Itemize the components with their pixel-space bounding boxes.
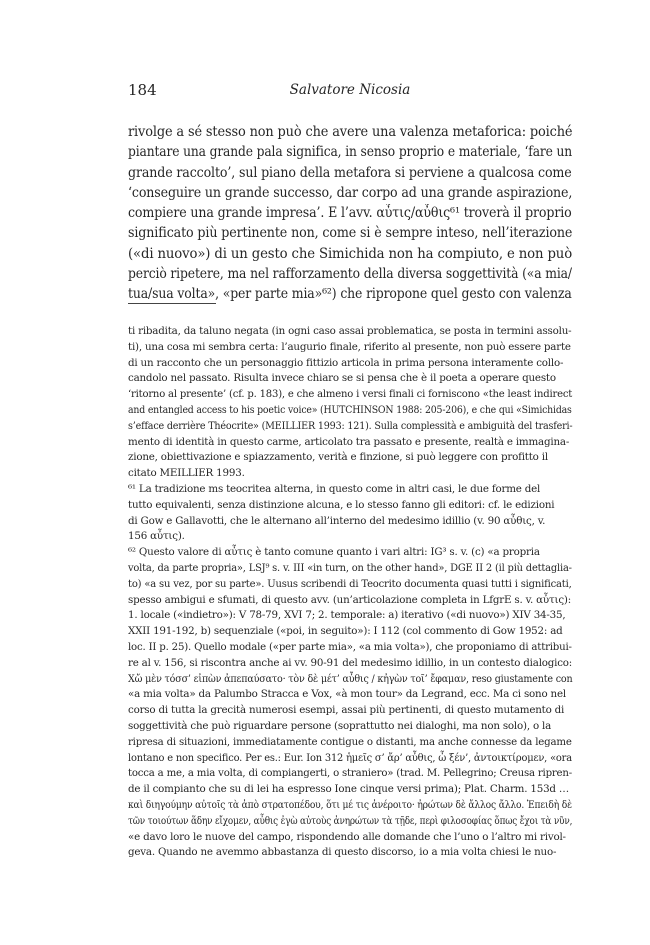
footnote-line: zione, obiettivazione e spiazzamento, verità e finzione, si può leggere con profitto il <box>128 451 548 464</box>
running-title: Salvatore Nicosia <box>289 82 411 98</box>
main-text <box>128 122 572 305</box>
footnote-line: spesso ambigui e sfumati, di questo avv. (un’articolazione completa in LfgrE s. v. αὖτις): <box>128 593 571 606</box>
footnote-line: lontano e non specifico. Per es.: Eur. Ion 312 ἡμεῖς σ’ ἄρ’ αὖθις, ὦ ξέν’, ἀντοικτίρομεν, «ora <box>128 751 572 764</box>
footnote-line: loc. II p. 25). Quello modale («per parte mia», «a mia volta»), che proponiamo di attribui- <box>128 640 572 653</box>
footnote-line: and entangled access to his poetic voice» (HUTCHINSON 1988: 205-206), e che qui «Simichidas <box>128 403 572 416</box>
footnote-line: ⁶² Questo valore di αὖτις è tanto comune quanto i vari altri: IG³ s. v. (c) «a propria <box>128 546 540 559</box>
footnote-line: 156 αὖτις). <box>128 530 185 543</box>
footnote-line: s’efface derrière Théocrite» (MEILLIER 1993: 121). Sulla complessità e ambiguità del trasferi- <box>128 419 573 432</box>
main-text-line: perciò ripetere, ma nel rafforzamento della diversa soggettività («a mia/ <box>128 266 572 283</box>
footnote-line: 1. locale («indietro»): V 78-79, XVI 7; 2. temporale: a) iterativo («di nuovo») XIV 34-35, <box>128 609 566 622</box>
footnote-line: candolo nel passato. Risulta invece chiaro se si pensa che è il poeta a operare questo <box>128 372 556 385</box>
footnote-line: de il compianto che su di lei ha espresso Ione cinque versi prima); Plat. Charm. 153d … <box>128 783 569 796</box>
footnote-line: geva. Quando ne avemmo abbastanza di questo discorso, io a mia volta chiesi le nuo- <box>128 846 557 859</box>
footnote-line: καὶ διηγούμην αὐτοῖς τὰ ἀπὸ στρατοπέδου, ὅτι μέ τις ἀνέροιτο· ἠρώτων δὲ ἄλλος ἄλλο. Ἐπειδὴ δὲ <box>128 798 572 811</box>
footnote-line: mento di identità in questo carme, articolato tra passato e presente, realtà e immagina- <box>128 435 570 448</box>
footnote-line: re al v. 156, si riscontra anche ai vv. 90-91 del medesimo idillio, in un contesto dialogico: <box>128 656 573 669</box>
footnote-line: to) «a su vez, por su parte». Uusus scribendi di Teocrito documenta quasi tutti i significati, <box>128 577 572 590</box>
footnote-line: Χὤ μὲν τόσσ’ εἰπὼν ἀπεπαύσατο· τὸν δὲ μέτ’ αὖθις / κἠγὼν τοῖ’ ἔφαμαν, reso giustamente con <box>128 672 573 685</box>
footnotes <box>128 324 572 861</box>
footnote-line: tutto equivalenti, senza distinzione alcuna, e lo stesso fanno gli editori: cf. le edizioni <box>128 498 555 511</box>
footnote-line: volta, da parte propria», LSJ⁹ s. v. III «in turn, on the other hand», DGE II 2 (il più dettaglia- <box>128 561 572 574</box>
footnote-line: ripresa di situazioni, immediatamente contigue o distanti, ma anche connesse da legame <box>128 735 572 748</box>
page-number: 184 <box>128 81 157 99</box>
footnote-line: «a mia volta» da Palumbo Stracca e Vox, «à mon tour» da Legrand, ecc. Ma ci sono nel <box>128 688 566 701</box>
footnote-line: «e davo loro le nuove del campo, rispondendo alle domande che l’uno o l’altro mi rivol- <box>128 830 566 843</box>
footnote-separator <box>128 303 216 304</box>
running-header <box>128 81 572 101</box>
main-text-line: grande raccolto’, sul piano della metafora si perviene a qualcosa come <box>128 164 572 181</box>
footnote-line: di Gow e Gallavotti, che le alternano all’interno del medesimo idillio (v. 90 αὖθις, v. <box>128 514 546 527</box>
main-text-line: piantare una grande pala significa, in senso proprio e materiale, ‘fare un <box>128 144 573 161</box>
footnote-line: τῶν τοιούτων ἅδην εἴχομεν, αὖθις ἐγὼ αὐτοὺς ἀνηρώτων τὰ τῇδε, περὶ φιλοσοφίας ὅπως ἔχοι τὰ νῦν, <box>128 814 573 827</box>
footnote-line: XXII 191-192, b) sequenziale («poi, in seguito»): I 112 (col commento di Gow 1952: ad <box>128 625 563 638</box>
footnote-line: ti ribadita, da taluno negata (in ogni caso assai problematica, se posta in termini assolu- <box>128 325 572 337</box>
footnote-line: tocca a me, a mia volta, di compiangerti, o straniero» (trad. M. Pellegrino; Creusa ripren- <box>128 767 572 780</box>
footnote-line: ⁶¹ La tradizione ms teocritea alterna, in questo come in altri casi, le due forme del <box>128 482 541 495</box>
footnote-line: corso di tutta la grecità numerosi esempi, assai più pertinenti, di questo mutamento di <box>128 704 565 717</box>
main-text-line: rivolge a sé stesso non può che avere una valenza metaforica: poiché <box>128 124 573 140</box>
footnote-line: ‘ritorno al presente’ (cf. p. 183), e che almeno i versi finali ci forniscono «the least indirect <box>128 388 573 401</box>
main-text-line: compiere una grande impresa’. E l’avv. αὖτις/αὖθις⁶¹ troverà il proprio <box>128 205 572 222</box>
footnote-line: ti), una cosa mi sembra certa: l’augurio finale, riferito al presente, non può essere parte <box>128 340 571 353</box>
main-text-line: tua/sua volta», «per parte mia»⁶²) che ripropone quel gesto con valenza <box>128 286 572 303</box>
main-text-line: significato più pertinente non, come si è sempre inteso, nell’iterazione <box>128 225 573 242</box>
footnote-line: citato MEILLIER 1993. <box>128 467 245 480</box>
footnote-line: di un racconto che un personaggio fittizio articola in prima persona interamente collo- <box>128 356 564 369</box>
main-text-line: («di nuovo») di un gesto che Simichida non ha compiuto, e non può <box>128 245 573 262</box>
footnote-line: soggettività che può riguardare persone (soprattutto nei dialoghi, ma non solo), o la <box>128 719 552 732</box>
main-text-line: ‘conseguire un grande successo, dar corpo ad una grande aspirazione, <box>128 184 573 201</box>
